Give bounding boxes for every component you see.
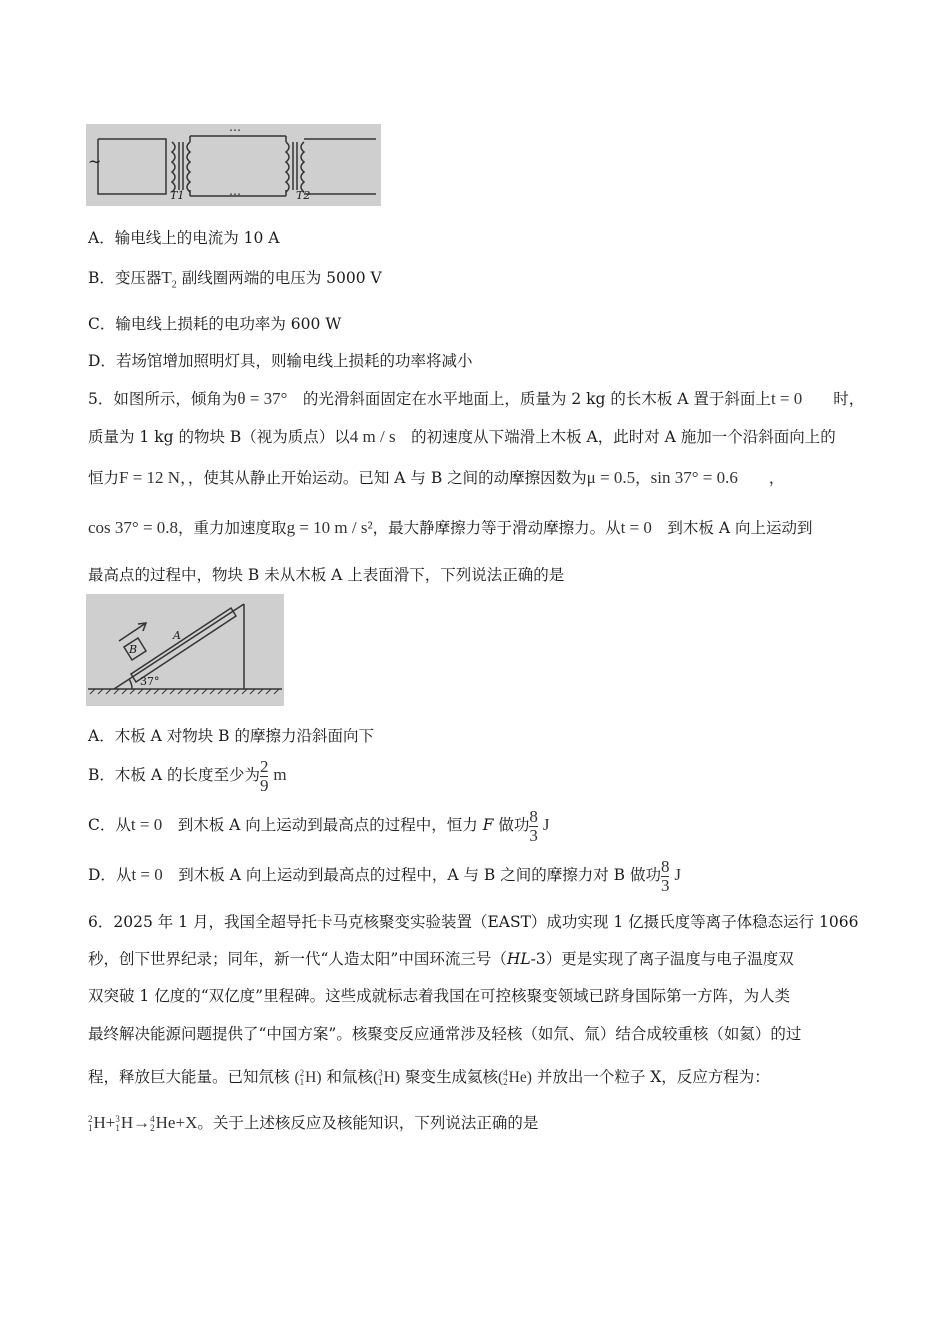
math-t2: $T_2$ xyxy=(161,268,177,291)
q6-line-5: 程，释放巨大能量。已知氘核 ( 2 1 H) 和氚核( 3 1 H) 聚变生成氦核( 4 2 He) 并放出一个粒子 X，反应方程为： xyxy=(88,1064,770,1090)
q6-line-4: 最终解决能源问题提供了“中国方案”。核聚变反应通常涉及轻核（如氘、氚）结合成较重核（如氦）的过 xyxy=(88,1025,802,1043)
incline-figure xyxy=(86,594,284,706)
q5-option-d: D．从t = 0 到木板 A 向上运动到最高点的过程中，A 与 B 之间的摩擦力对 B 做功 $\frac{8}{3}$ J xyxy=(88,856,682,895)
label-angle: 37° xyxy=(140,675,160,688)
q6-line-6: 2 1 H+ 3 1 H→ 4 2 He+X。关于上述核反应及核能知识，下列说法正确的是 xyxy=(88,1110,538,1136)
q5-line-1: 5．如图所示，倾角为θ = 37° 的光滑斜面固定在水平地面上，质量为 2 kg 的长木板 A 置于斜面上t = 0 时， xyxy=(88,389,865,408)
q4-option-c: C．输电线上损耗的电功率为 600 W xyxy=(88,315,342,333)
label-b: B xyxy=(129,643,138,656)
q5-line-2: 质量为 1 kg 的物块 B（视为质点）以4 m / s 的初速度从下端滑上木板 A，此时对 A 施加一个沿斜面向上的 xyxy=(88,427,836,446)
label-a: A xyxy=(173,629,181,642)
reaction-equation: 2 1 H+ 3 1 H→ 4 2 He+X xyxy=(88,1113,198,1134)
nuclide-helium: ( 4 2 He) xyxy=(497,1068,532,1088)
fraction-8-3-d: $\frac{8}{3}$ xyxy=(660,856,670,895)
q5-line-3: 恒力F = 12 N，，使其从静止开始运动。已知 A 与 B 之间的动摩擦因数为μ = 0.5，sin 37° = 0.6 ， xyxy=(88,468,785,487)
incline-diagram xyxy=(86,594,284,706)
fraction-8-3-c: $\frac{8}{3}$ xyxy=(529,806,538,845)
dots-bottom: … xyxy=(229,184,241,198)
q5-line-5: 最高点的过程中，物块 B 未从木板 A 上表面滑下，下列说法正确的是 xyxy=(88,566,565,584)
q5-option-c: C．从t = 0 到木板 A 向上运动到最高点的过程中，恒力 F 做功 $\frac{8}{3}$ J xyxy=(88,806,550,845)
q6-line-3: 双突破 1 亿度的“双亿度”里程碑。这些成就标志着我国在可控核聚变领域已跻身国际第一方阵，为人类 xyxy=(88,987,791,1005)
fraction-2-9: $\frac{2}{9}$ xyxy=(259,756,269,795)
q5-line-4: cos 37° = 0.8，重力加速度取g = 10 m / s²，最大静摩擦力等于滑动摩擦力。从t = 0 到木板 A 向上运动到 xyxy=(88,518,813,537)
q5-option-a: A．木板 A 对物块 B 的摩擦力沿斜面向下 xyxy=(88,727,374,745)
q5-option-b: B．木板 A 的长度至少为 $\frac{2}{9}$ m xyxy=(88,756,287,795)
nuclide-tritium: ( 3 1 H) xyxy=(372,1068,400,1088)
label-t1: T1 xyxy=(170,189,185,202)
q6-line-2: 秒，创下世界纪录；同年，新一代“人造太阳”中国环流三号（HL-3）更是实现了离子温度与电子温度双 xyxy=(88,950,794,968)
q4-option-d: D．若场馆增加照明灯具，则输电线上损耗的功率将减小 xyxy=(88,352,473,370)
q4-option-a: A．输电线上的电流为 10 A xyxy=(88,229,280,247)
nuclide-deuterium: ( 2 1 H) xyxy=(294,1068,322,1088)
source-symbol: ~ xyxy=(88,152,102,171)
transformer-circuit-figure xyxy=(86,120,381,206)
label-t2: T2 xyxy=(296,189,311,202)
dots-top: … xyxy=(229,120,241,134)
q6-line-1: 6．2025 年 1 月，我国全超导托卡马克核聚变实验装置（EAST）成功实现 1 亿摄氏度等离子体稳态运行 1066 xyxy=(88,913,859,931)
q4-option-b: B．变压器$T_2$ 副线圈两端的电压为 5000 V xyxy=(88,268,382,291)
